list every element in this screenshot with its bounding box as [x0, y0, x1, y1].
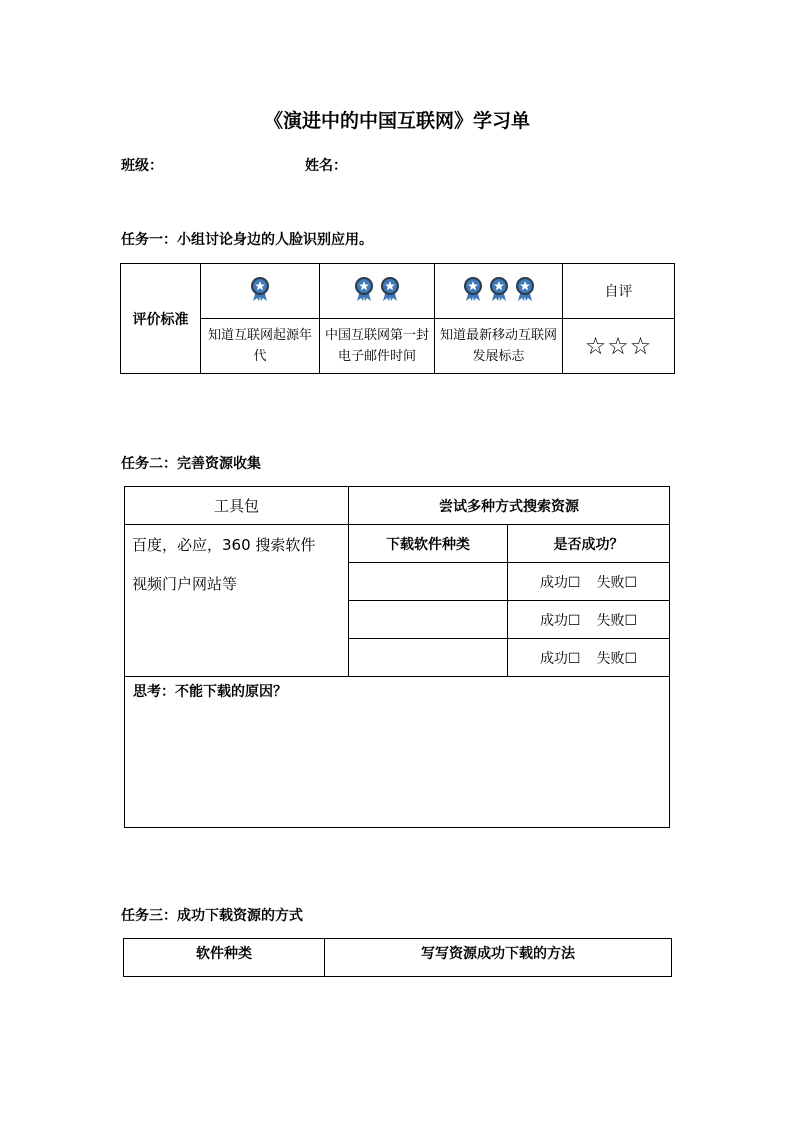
criterion-3-text: 知道最新移动互联网发展标志 — [435, 319, 563, 374]
task1-table — [120, 263, 675, 374]
col-is-success: 是否成功？ — [508, 525, 670, 563]
tools-line-2: 视频门户网站等 — [132, 575, 238, 593]
criterion-3-medals — [435, 264, 563, 319]
medal-icon — [353, 276, 375, 306]
fail-checkbox[interactable]: 失败☐ — [596, 612, 638, 629]
success-checkbox[interactable]: 成功☐ — [539, 612, 581, 629]
think-label: 思考：不能下载的原因？ — [133, 684, 287, 700]
result-cell[interactable] — [508, 563, 670, 601]
criteria-label: 评价标准 — [121, 264, 201, 374]
download-type-cell[interactable] — [349, 563, 508, 601]
task2-heading: 任务二：完善资源收集 — [121, 456, 261, 472]
class-label: 班级： — [121, 158, 163, 174]
self-eval-label: 自评 — [563, 264, 675, 319]
page-title: 《演进中的中国互联网》学习单 — [263, 110, 530, 132]
tools-line-1: 百度，必应，360 搜索软件 — [132, 536, 316, 554]
medal-icon — [514, 276, 536, 306]
criterion-1-medals — [201, 264, 320, 319]
success-checkbox[interactable]: 成功☐ — [539, 650, 581, 667]
try-label: 尝试多种方式搜索资源 — [349, 487, 670, 525]
result-cell[interactable] — [508, 639, 670, 677]
medal-icon — [379, 276, 401, 306]
medal-icon — [249, 276, 271, 306]
task1-heading: 任务一：小组讨论身边的人脸识别应用。 — [121, 232, 373, 248]
task3-heading: 任务三：成功下载资源的方式 — [121, 908, 303, 924]
download-type-cell[interactable] — [349, 601, 508, 639]
toolkit-label: 工具包 — [125, 487, 349, 525]
download-type-cell[interactable] — [349, 639, 508, 677]
name-label: 姓名： — [305, 158, 347, 174]
fail-checkbox[interactable]: 失败☐ — [596, 650, 638, 667]
col-method: 写写资源成功下载的方法 — [325, 939, 672, 977]
col-download-type: 下载软件种类 — [349, 525, 508, 563]
result-cell[interactable] — [508, 601, 670, 639]
medal-icon — [488, 276, 510, 306]
think-cell[interactable] — [125, 677, 670, 828]
self-eval-stars[interactable]: ☆☆☆ — [563, 319, 675, 374]
criterion-1-text: 知道互联网起源年代 — [201, 319, 320, 374]
fail-checkbox[interactable]: 失败☐ — [596, 574, 638, 591]
medal-icon — [462, 276, 484, 306]
toolkit-cell — [125, 525, 349, 677]
criterion-2-text: 中国互联网第一封电子邮件时间 — [320, 319, 435, 374]
criterion-2-medals — [320, 264, 435, 319]
col-software-type: 软件种类 — [124, 939, 325, 977]
task3-table — [123, 938, 672, 977]
success-checkbox[interactable]: 成功☐ — [539, 574, 581, 591]
task2-table — [124, 486, 670, 828]
